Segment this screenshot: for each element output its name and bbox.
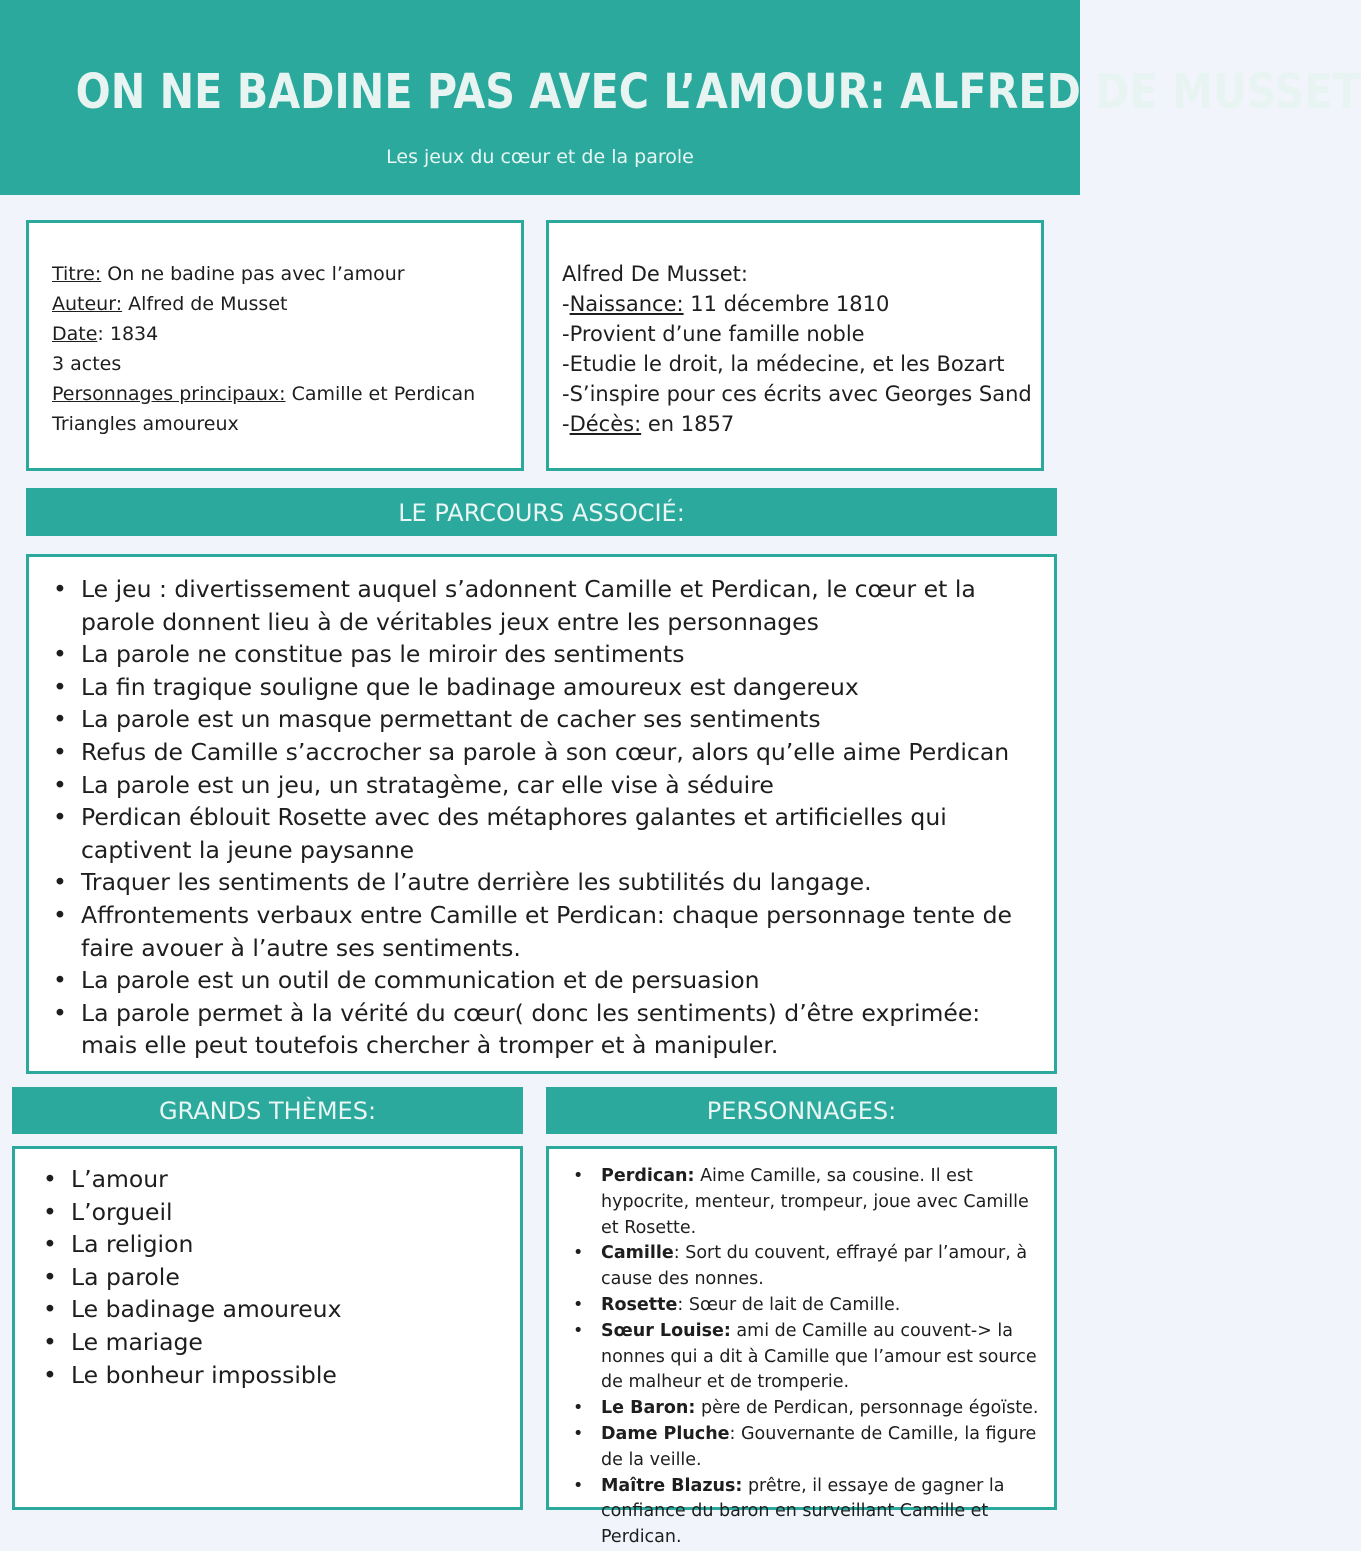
deces-label: Décès: [569,412,642,436]
parcours-list [53,573,1034,1062]
naissance-line [562,289,1029,319]
personnages-box [546,1146,1057,1548]
list-item: • Le bonheur impossible [43,1359,510,1392]
deces-line [562,409,1029,439]
oeuvre-info-box [26,220,524,471]
list-item [573,1241,1046,1293]
personnage-desc: père de Perdican, personnage égoïste. [695,1398,1039,1419]
etudes-line: -Etudie le droit, la médecine, et les Bozart [562,352,1005,376]
personnages-list [573,1164,1046,1551]
personnage-name: Maître Blazus: [601,1475,743,1496]
list-item: • Perdican éblouit Rosette avec des métaphores galantes et artificielles qui captivent la jeune paysanne [53,801,1034,866]
page-subtitle: Les jeux du cœur et de la parole [386,146,694,168]
personnage-desc: : Sœur de lait de Camille. [677,1294,901,1315]
titre-label: Titre: [52,263,102,285]
list-item: • Le jeu : divertissement auquel s’adonnent Camille et Perdican, le cœur et la parole donnent lieu à de véritables jeux entre les personnages [53,573,1034,638]
list-item: • La parole est un jeu, un stratagème, car elle vise à séduire [53,769,1034,802]
list-item [573,1293,1046,1319]
list-item: • Le mariage [43,1326,510,1359]
list-item [573,1319,1046,1396]
naissance-prefix: - [562,292,570,316]
deces-prefix: - [562,412,570,436]
page-title: ON NE BADINE PAS AVEC L’AMOUR: ALFRED DE MUSSET [75,64,1361,120]
list-item: • La parole permet à la vérité du cœur( donc les sentiments) d’être exprimée: mais elle peut toutefois chercher à tromper et à manipuler. [53,997,1034,1062]
triangles-line: Triangles amoureux [52,413,239,435]
list-item: • L’amour [43,1163,510,1196]
themes-heading: GRANDS THÈMES: [12,1087,523,1134]
list-item: • Le badinage amoureux [43,1293,510,1326]
auteur-line [52,289,499,319]
list-item [573,1396,1046,1422]
personnage-name: Dame Pluche [601,1423,730,1444]
personnage-desc: Aime Camille, sa cousine. Il est hypocrite, menteur, trompeur, joue avec Camille et Rosette. [601,1166,1029,1238]
auteur-value: Alfred de Musset [122,293,288,315]
list-item: • La parole est un masque permettant de cacher ses sentiments [53,703,1034,736]
personnage-name: Sœur Louise: [601,1320,731,1341]
list-item [573,1474,1046,1551]
auteur-label: Auteur: [52,293,123,315]
personnage-desc: : Sort du couvent, effrayé par l’amour, à cause des nonnes. [601,1243,1028,1290]
date-value: : 1834 [97,323,159,345]
list-item: • Affrontements verbaux entre Camille et Perdican: chaque personnage tente de faire avouer à l’autre ses sentiments. [53,899,1034,964]
list-item: • La parole ne constitue pas le miroir des sentiments [53,638,1034,671]
titre-value: On ne badine pas avec l’amour [101,263,405,285]
naissance-label: Naissance: [569,292,684,316]
personnage-name: Rosette [601,1294,678,1315]
list-item: • Refus de Camille s’accrocher sa parole à son cœur, alors qu’elle aime Perdican [53,736,1034,769]
personnages-value: Camille et Perdican [285,383,476,405]
personnage-name: Le Baron: [601,1398,696,1419]
list-item [573,1422,1046,1474]
list-item: • L’orgueil [43,1196,510,1229]
actes-line: 3 actes [52,353,122,375]
inspire-line: -S’inspire pour ces écrits avec Georges Sand [562,382,1032,406]
date-label: Date [52,323,98,345]
list-item: • La parole [43,1261,510,1294]
auteur-heading: Alfred De Musset: [562,262,748,286]
auteur-info-box [546,220,1044,471]
header-banner [0,0,1361,195]
themes-box [12,1146,523,1510]
titre-line [52,259,499,289]
list-item [573,1164,1046,1241]
personnages-label: Personnages principaux: [52,383,286,405]
personnages-heading: PERSONNAGES: [546,1087,1057,1134]
personnage-name: Perdican: [601,1166,695,1186]
parcours-box [26,554,1057,1074]
list-item: • La fin tragique souligne que le badinage amoureux est dangereux [53,671,1034,704]
list-item: • La parole est un outil de communication et de persuasion [53,964,1034,997]
personnages-line [52,379,499,409]
famille-line: -Provient d’une famille noble [562,322,865,346]
personnage-desc: ami de Camille au couvent-> la nonnes qui a dit à Camille que l’amour est source de malheur et de tromperie. [601,1320,1037,1393]
list-item: • La religion [43,1228,510,1261]
personnage-desc: prêtre, il essaye de gagner la confiance du baron en surveillant Camille et Perdican. [601,1475,1005,1548]
personnage-desc: : Gouvernante de Camille, la figure de la veille. [601,1423,1037,1470]
naissance-value: 11 décembre 1810 [683,292,890,316]
themes-list [43,1163,510,1391]
date-line [52,319,499,349]
deces-value: en 1857 [641,412,735,436]
personnage-name: Camille [601,1243,674,1264]
list-item: • Traquer les sentiments de l’autre derrière les subtilités du langage. [53,866,1034,899]
parcours-heading: LE PARCOURS ASSOCIÉ: [26,488,1057,536]
